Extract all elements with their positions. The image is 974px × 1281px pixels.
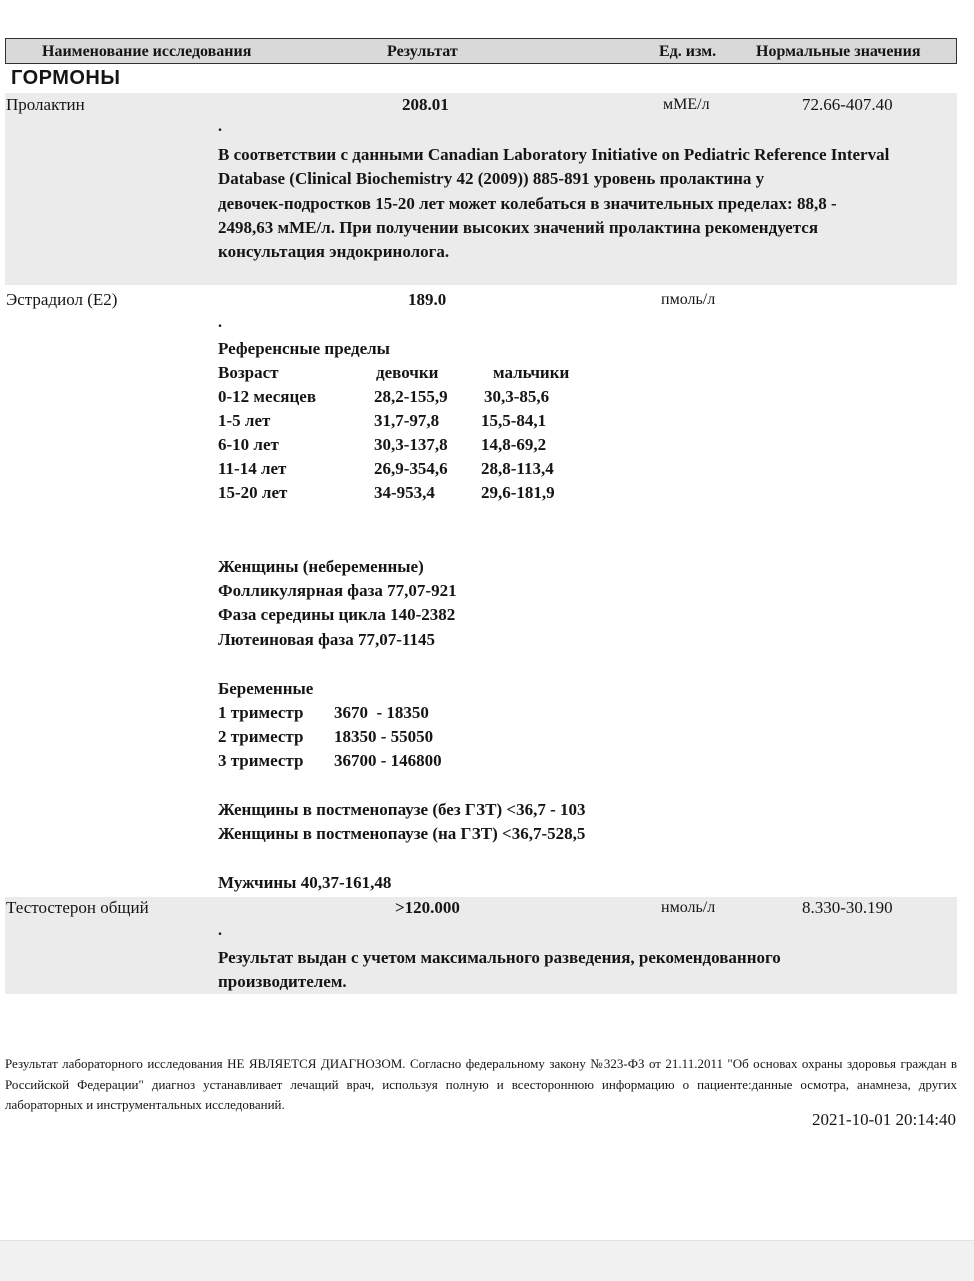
age-table-header-girls: девочки <box>376 363 439 382</box>
prolactin-comment-line: девочек-подростков 15-20 лет может колебаться в значительных пределах: 88,8 - <box>218 193 837 213</box>
estradiol-comment-marker: . <box>218 314 222 331</box>
testosterone-normal: 8.330-30.190 <box>802 898 893 917</box>
pregnant-range: 3670 - 18350 <box>334 703 429 722</box>
table-header <box>5 38 957 64</box>
age-table-cell-boys: 30,3-85,6 <box>484 387 550 406</box>
column-header-result: Результат <box>387 43 458 60</box>
prolactin-comment-line: консультация эндокринолога. <box>218 242 450 262</box>
men-line: Мужчины 40,37-161,48 <box>218 873 392 892</box>
women-nonpregnant-line: Женщины (небеременные) <box>218 557 424 576</box>
testosterone-comment <box>218 946 781 995</box>
pregnant-range: 18350 - 55050 <box>334 727 434 746</box>
estradiol-unit: пмоль/л <box>661 291 716 308</box>
age-table-cell-age: 11-14 лет <box>218 459 287 478</box>
prolactin-comment-line: Database (Clinical Biochemistry 42 (2009)) 885-891 уровень пролактина у <box>218 169 765 189</box>
testosterone-comment-line: производителем. <box>218 972 347 992</box>
report-timestamp: 2021-10-01 20:14:40 <box>811 1110 956 1129</box>
testosterone-name: Тестостерон общий <box>6 898 149 917</box>
prolactin-name: Пролактин <box>6 95 85 114</box>
age-table-header-age: Возраст <box>218 363 279 382</box>
age-table-cell-girls: 30,3-137,8 <box>374 435 448 454</box>
estradiol-name: Эстрадиол (E2) <box>6 290 118 309</box>
prolactin-comment-marker: . <box>218 118 222 135</box>
prolactin-comment <box>218 143 889 264</box>
age-table-cell-boys: 29,6-181,9 <box>481 483 555 502</box>
pregnant-trimester: 3 триместр <box>218 751 304 770</box>
prolactin-normal: 72.66-407.40 <box>802 95 893 114</box>
age-table-header-boys: мальчики <box>493 363 570 382</box>
prolactin-unit: мМЕ/л <box>663 96 710 113</box>
postmenopause-line: Женщины в постменопаузе (на ГЗТ) <36,7-528,5 <box>218 824 586 843</box>
women-nonpregnant-line: Фолликулярная фаза 77,07-921 <box>218 581 457 600</box>
age-table-cell-girls: 34-953,4 <box>374 483 435 502</box>
age-table-cell-girls: 31,7-97,8 <box>374 411 440 430</box>
prolactin-value: 208.01 <box>402 95 449 114</box>
pregnant-range: 36700 - 146800 <box>334 751 442 770</box>
disclaimer-text: Результат лабораторного исследования НЕ ЯВЛЯЕТСЯ ДИАГНОЗОМ. Согласно федеральному закону №323-ФЗ от 21.11.2011 "Об основах охраны здоровья граждан в Российской Федерации" диагноз устанавливает лечащий врач, используя полную и всестороннюю информацию о пациенте:данные осмотра, анамнеза, других лабораторных и инструментальных исследований. <box>5 1056 957 1112</box>
testosterone-comment-marker: . <box>218 922 222 939</box>
column-header-unit: Ед. изм. <box>659 43 717 60</box>
postmenopause-line: Женщины в постменопаузе (без ГЗТ) <36,7 - 103 <box>218 800 586 819</box>
age-table-cell-girls: 26,9-354,6 <box>374 459 448 478</box>
pregnant-trimester: 1 триместр <box>218 703 304 722</box>
age-table-cell-boys: 14,8-69,2 <box>481 435 547 454</box>
age-table-cell-age: 15-20 лет <box>218 483 288 502</box>
testosterone-unit: нмоль/л <box>661 899 716 916</box>
reference-limits-title: Референсные пределы <box>218 339 390 358</box>
estradiol-value: 189.0 <box>408 290 447 309</box>
prolactin-comment-line: В соответствии с данными Canadian Laboratory Initiative on Pediatric Reference Interval <box>218 145 890 164</box>
women-nonpregnant-line: Лютеиновая фаза 77,07-1145 <box>218 630 435 649</box>
age-table-cell-boys: 15,5-84,1 <box>481 411 547 430</box>
testosterone-value: >120.000 <box>395 898 460 917</box>
pregnant-trimester: 2 триместр <box>218 727 304 746</box>
age-table-cell-age: 0-12 месяцев <box>218 387 317 406</box>
section-title: ГОРМОНЫ <box>11 67 121 89</box>
column-header-name: Наименование исследования <box>42 43 252 60</box>
age-table-cell-age: 6-10 лет <box>218 435 279 454</box>
viewer-bottom-bar <box>0 1240 974 1281</box>
age-table-cell-age: 1-5 лет <box>218 411 271 430</box>
column-header-normal: Нормальные значения <box>756 43 921 60</box>
age-table-cell-girls: 28,2-155,9 <box>374 387 448 406</box>
testosterone-comment-line: Результат выдан с учетом максимального разведения, рекомендованного <box>218 948 781 967</box>
women-nonpregnant-line: Фаза середины цикла 140-2382 <box>218 605 456 624</box>
pregnant-title: Беременные <box>218 679 314 698</box>
prolactin-comment-line: 2498,63 мМЕ/л. При получении высоких значений пролактина рекомендуется <box>218 217 819 237</box>
age-table-cell-boys: 28,8-113,4 <box>481 459 554 478</box>
